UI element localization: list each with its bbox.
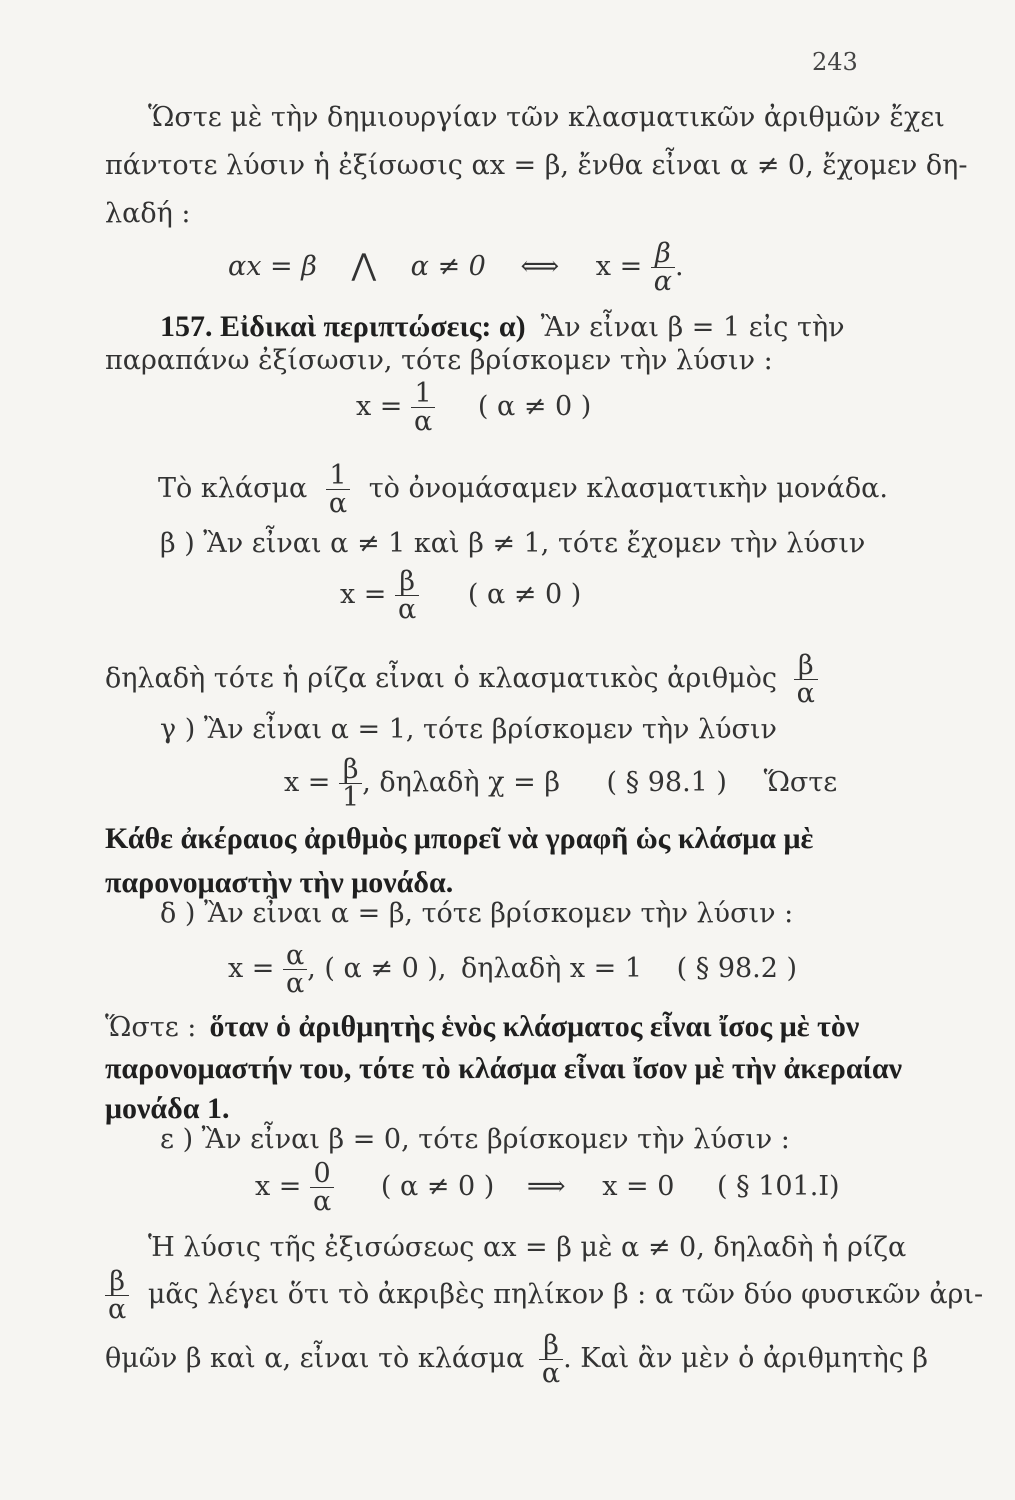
paragraph-line: παραπάνω ἐξίσωσιν, τότε βρίσκομεν τὴν λύσιν : [105,345,773,376]
eq-condition: α ≠ 0 [410,251,486,282]
text: Τὸ κλάσμα [158,473,308,504]
denominator: α [414,406,433,437]
fraction [326,462,350,517]
logical-and-symbol: ⋀ [351,248,377,283]
denominator: α [398,594,417,625]
equation-fraction [340,568,581,623]
iff-arrow-icon: ⟺ [520,251,560,282]
text: μᾶς λέγει ὅτι τὸ ἀκριβὲς πηλίκον β : α τῶν δύο φυσικῶν ἀρι- [147,1279,984,1310]
page-number: 243 [812,48,858,76]
bold-text: ὅταν ὁ ἀριθμητὴς ἑνὸς κλάσματος εἶναι ἴσος μὲ τὸν [209,1010,860,1043]
eq-condition: , ( α ≠ 0 ), [307,953,447,984]
eq-rest: δηλαδὴ x = 1 [461,953,643,984]
denominator: α [108,1294,127,1325]
numerator: β [339,756,362,784]
fraction [283,942,307,997]
denominator: α [328,488,348,519]
text: . Καὶ ἂν μὲν ὁ ἀριθμητὴς β [563,1343,929,1374]
fraction [339,756,362,811]
numerator: β [794,652,818,680]
fraction [539,1332,563,1387]
fraction [105,1268,129,1323]
numerator: β [105,1268,129,1296]
numerator: β [651,240,675,268]
bold-statement-line: παρονομαστήν του, τότε τὸ κλάσμα εἶναι ἴσον μὲ τὴν ἀκεραίαν [105,1052,903,1085]
eq-x: x = [595,251,643,282]
bold-statement-line [105,1010,859,1044]
numerator: β [395,568,419,596]
numerator: α [283,942,307,970]
text: δηλαδὴ τότε ἡ ρίζα εἶναι ὁ κλασματικὸς ἀριθμὸς [105,663,778,694]
text: τὸ ὀνομάσαμεν κλασματικὴν μονάδα. [368,473,888,504]
eq-x: x = [255,1171,302,1202]
denominator: α [796,678,815,709]
paragraph-line: Ἡ λύσις τῆς ἐξισώσεως αx = β μὲ α ≠ 0, δηλαδὴ ἡ ρίζα [148,1232,907,1263]
eq-result: x = 0 [602,1171,675,1202]
bold-statement-line: μονάδα 1. [105,1092,230,1125]
section-reference: ( § 98.2 ) [676,953,798,984]
denominator: α [653,266,673,297]
eq-x: x = [228,953,275,984]
section-reference: ( § 98.1 ) [606,767,727,798]
text: Ὥστε [763,767,838,798]
text: θμῶν β καὶ α, εἶναι τὸ κλάσμα [105,1343,525,1374]
equation-zero [255,1160,840,1215]
denominator: α [286,968,305,999]
case-e-line: ε ) Ἂν εἶναι β = 0, τότε βρίσκομεν τὴν λύσιν : [160,1124,790,1155]
bold-statement-line: Κάθε ἀκέραιος ἀριθμὸς μπορεῖ νὰ γραφῆ ὡς κλάσμα μὲ [105,822,814,855]
paragraph-line [105,1268,983,1323]
paragraph-line [105,1332,928,1387]
paragraph-line: Ἂν εἶναι β = 1 εἰς τὴν [540,312,845,343]
paragraph-line: Ὥστε μὲ τὴν δημιουργίαν τῶν κλασματικῶν ἀριθμῶν ἔχει [148,102,945,133]
eq-left: αx = β [228,251,317,282]
numerator: β [539,1332,563,1360]
case-b-line: β ) Ἂν εἶναι α ≠ 1 καὶ β ≠ 1, τότε ἔχομεν τὴν λύσιν [160,528,866,559]
equation-unit [356,380,591,435]
paragraph-line: πάντοτε λύσιν ἡ ἐξίσωσις αx = β, ἔνθα εἶναι α ≠ 0, ἔχομεν δη- [105,150,968,181]
equation-equal-terms [228,942,797,997]
unit-fraction-line [158,462,888,517]
fraction [651,240,675,295]
root-line [105,652,818,707]
equation-equivalence [228,240,684,295]
section-reference: ( § 101.I) [717,1171,840,1202]
section-title: 157. Εἰδικαὶ περιπτώσεις: α) [160,310,526,343]
denominator: 1 [342,782,360,813]
eq-rest: , δηλαδὴ χ = β [362,767,560,798]
eq-condition: ( α ≠ 0 ) [380,1171,495,1202]
case-d-line: δ ) Ἂν εἶναι α = β, τότε βρίσκομεν τὴν λύσιν : [160,898,794,929]
denominator: α [313,1186,332,1217]
eq-condition: ( α ≠ 0 ) [477,391,592,422]
text: Ὥστε : [105,1012,197,1043]
eq-x: x = [340,579,387,610]
case-g-line: γ ) Ἂν εἶναι α = 1, τότε βρίσκομεν τὴν λύσιν [160,714,777,745]
paragraph-line: λαδή : [105,198,191,229]
fraction [411,380,435,435]
numerator: 0 [310,1160,334,1188]
eq-x: x = [284,767,331,798]
implies-arrow-icon: ⟹ [526,1171,566,1202]
period: . [675,251,684,282]
denominator: α [541,1358,561,1389]
fraction [794,652,818,707]
eq-x: x = [356,391,403,422]
fraction [310,1160,334,1215]
bold-statement-line: παρονομαστὴν τὴν μονάδα. [105,866,454,899]
numerator: 1 [411,380,435,408]
section-157-heading [160,310,845,344]
fraction [395,568,419,623]
eq-condition: ( α ≠ 0 ) [467,579,582,610]
numerator: 1 [326,462,350,490]
equation-integer [284,756,837,811]
